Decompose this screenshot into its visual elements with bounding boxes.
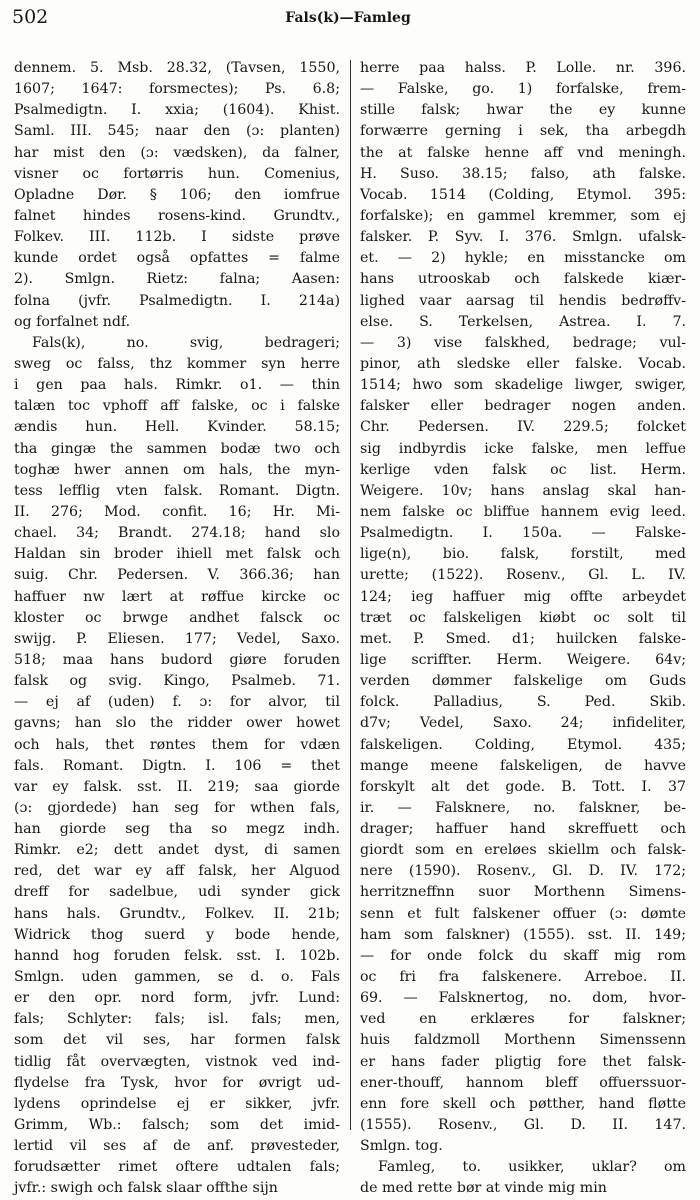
text-line: 518; maa hans budord giøre foruden <box>14 651 340 668</box>
text-line: flydelse fra Tysk, hvor for øvrigt ud- <box>14 1074 340 1091</box>
text-line: enn fore skell och pøtther, hand fløtte <box>360 1095 686 1112</box>
running-head: Fals(k)—Famleg <box>285 10 411 26</box>
text-line: Smlgn. tog. <box>360 1138 443 1155</box>
text-line: Opladne Dør. § 106; den iomfrue <box>14 186 340 203</box>
text-line: forwærre gerning i sek, tha arbegdh <box>360 123 686 140</box>
text-line: swijg. P. Eliesen. 177; Vedel, Saxo. <box>14 630 340 647</box>
text-line: træt oc falskeligen kiøbt oc solt til <box>360 609 686 626</box>
text-line: falsk og svig. Kingo, Psalmeb. 71. <box>14 673 340 690</box>
text-line: mange meene falskeligen, de havve <box>360 757 686 774</box>
text-line: tess lefflig vten falsk. Romant. Digtn. <box>14 482 340 499</box>
text-line: kloster oc brwge andhet falsck oc <box>14 609 340 626</box>
text-line: — ej af (uden) f. ɔ: for alvor, til <box>14 694 340 711</box>
text-line: huis faldzmoll Morthenn Simenssenn <box>360 1032 686 1049</box>
text-line: Smlgn. uden gammen, se d. o. Fals <box>14 969 340 986</box>
text-line: Famleg, to. usikker, uklar? om <box>378 1159 686 1176</box>
text-line: ved en erklæres for falskner; <box>360 1011 686 1028</box>
text-line: tidlig fåt overvægten, vistnok ved ind- <box>14 1053 340 1070</box>
text-line: Psalmedigtn. I. xxia; (1604). Khist. <box>14 102 340 119</box>
text-line: 124; ieg haffuer mig offte arbeydet <box>360 588 686 605</box>
text-line: 1607; 1647: forsmectes); Ps. 6.8; <box>14 81 340 98</box>
text-line: hannd hog foruden felsk. sst. I. 102b. <box>14 947 340 964</box>
text-line: H. Suso. 38.15; falso, ath falske. <box>360 165 686 182</box>
text-line: forskylt alt det gode. B. Tott. I. 37 <box>360 778 686 795</box>
text-line: Weigere. 10v; hans anslag skal han- <box>360 482 686 499</box>
page-number: 502 <box>12 6 49 28</box>
text-line: Psalmedigtn. I. 150a. — Falske- <box>360 525 686 542</box>
text-line: drager; haffuer hand skreffuett och <box>360 821 686 838</box>
text-line: stille falsk; hwar the ey kunne <box>360 102 686 119</box>
text-line: ændis hun. Hell. Kvinder. 58.15; <box>14 419 340 436</box>
text-line: och hals, thet røntes them for vdæn <box>14 736 340 753</box>
text-line: verden dømmer falskelige om Guds <box>360 673 686 690</box>
text-line: sig indbyrdis icke falske, men leffue <box>360 440 686 457</box>
text-line: har mist den (ɔ: vædsken), da falner, <box>14 144 340 161</box>
text-line: Haldan sin broder ihiell met falsk och <box>14 546 340 563</box>
text-line: — 3) vise falskhed, bedrage; vul- <box>360 334 686 351</box>
text-line: hans hals. Grundtv., Folkev. II. 21b; <box>14 905 340 922</box>
text-line: Fals(k), no. svig, bedrageri; <box>32 334 340 351</box>
text-line: lydens oprindelse ej er sikker, jvfr. <box>14 1095 340 1112</box>
text-line: chael. 34; Brandt. 274.18; hand slo <box>14 525 340 542</box>
text-line: (1555). Rosenv., Gl. D. II. 147. <box>360 1117 686 1134</box>
text-line: som det vil ses, har formen falsk <box>14 1032 340 1049</box>
text-line: nem falske oc bliffue hannem evig leed. <box>360 503 686 520</box>
text-line: red, det war ey aff falsk, her Alguod <box>14 863 340 880</box>
text-line: suig. Chr. Pedersen. V. 366.36; han <box>14 567 340 584</box>
text-line: i gen paa hals. Rimkr. o1. — thin <box>14 377 340 394</box>
text-line: II. 276; Mod. confit. 16; Hr. Mi- <box>14 503 340 520</box>
text-line: dennem. 5. Msb. 28.32, (Tavsen, 1550, <box>14 60 340 76</box>
text-line: dreff for sadelbue, udi synder gick <box>14 884 340 901</box>
text-line: pinor, ath sledske eller falske. Vocab. <box>360 355 686 372</box>
text-line: herritzneffnn suor Morthenn Simens- <box>360 884 686 901</box>
text-line: var ey falsk. sst. II. 219; saa giorde <box>14 778 340 795</box>
right-column <box>360 58 686 1197</box>
text-line: falsker eller bedrager nogen anden. <box>360 398 686 415</box>
text-line: Chr. Pedersen. IV. 229.5; folcket <box>360 419 686 436</box>
text-columns <box>14 58 686 1197</box>
text-line: fals; Schlyter: fals; isl. fals; men, <box>14 1011 340 1028</box>
text-line: giordt som en ereløes skiellm och falsk- <box>360 842 686 859</box>
text-line: jvfr.: swigh och falsk slaar offthe sijn <box>14 1180 278 1197</box>
text-line: tha gingæ the sammen bodæ two och <box>14 440 340 457</box>
text-line: ham som falskner) (1555). sst. II. 149; <box>360 926 686 943</box>
text-line: Vocab. 1514 (Colding, Etymol. 395: <box>360 186 686 203</box>
text-line: folck. Palladius, S. Ped. Skib. <box>360 694 686 711</box>
page-header <box>12 6 684 36</box>
text-line: et. — 2) hykle; en misstancke om <box>360 250 686 267</box>
text-line: kunde ordet også opfattes = falme <box>14 250 340 267</box>
text-line: lertid vil ses af de anf. prøvesteder, <box>14 1138 340 1155</box>
text-line: else. S. Terkelsen, Astrea. I. 7. <box>360 313 686 330</box>
text-line: lige(n), bio. falsk, forstilt, med <box>360 546 686 563</box>
text-line: visner oc fortørris hun. Comenius, <box>14 165 340 182</box>
text-line: falsker. P. Syv. I. 376. Smlgn. ufalsk- <box>360 229 686 246</box>
text-line: — Falske, go. 1) forfalske, frem- <box>360 81 686 98</box>
text-line: forudsætter rimet oftere udtalen fals; <box>14 1159 340 1176</box>
text-line: falnet hindes rosens-kind. Grundtv., <box>14 207 340 224</box>
text-line: er den opr. nord form, jvfr. Lund: <box>14 990 340 1007</box>
text-line: falskeligen. Colding, Etymol. 435; <box>360 736 686 753</box>
text-line: Grimm, Wb.: falsch; som det imid- <box>14 1117 340 1134</box>
text-line: urette; (1522). Rosenv., Gl. L. IV. <box>360 567 686 584</box>
text-line: senn et fult falskener offuer (ɔ: dømte <box>360 905 686 922</box>
text-line: folna (jvfr. Psalmedigtn. I. 214a) <box>14 292 340 309</box>
text-line: han giorde seg tha so megz indh. <box>14 821 340 838</box>
text-line: og forfalnet ndf. <box>14 313 131 330</box>
text-line: Folkev. III. 112b. I sidste prøve <box>14 229 340 246</box>
text-line: ir. — Falsknere, no. falskner, be- <box>360 799 686 816</box>
text-line: forfalske); en gammel kremmer, som ej <box>360 207 686 224</box>
text-line: 69. — Falsknertog, no. dom, hvor- <box>360 990 686 1007</box>
text-line: talæn toc vphoff aff falske, oc i falske <box>14 398 340 415</box>
text-line: 1514; hwo som skadelige liwger, swiger, <box>360 377 686 394</box>
text-line: toghæ hwer annen om hals, the myn- <box>14 461 340 478</box>
text-line: gavns; han slo the ridder ower howet <box>14 715 340 732</box>
text-line: d7v; Vedel, Saxo. 24; infideliter, <box>360 715 686 732</box>
left-column <box>14 58 340 1197</box>
text-line: er hans fader pligtig fore thet falsk- <box>360 1053 686 1070</box>
text-line: lighed vaar aarsag til hendis bedrøffv- <box>360 292 686 309</box>
text-line: — for onde folck du skaff mig rom <box>360 947 686 964</box>
text-line: Rimkr. e2; dett andet dyst, di samen <box>14 842 340 859</box>
text-line: Widrick thog suerd y bode hende, <box>14 926 340 943</box>
text-line: herre paa halss. P. Lolle. nr. 396. <box>360 60 686 76</box>
text-line: Saml. III. 545; naar den (ɔ: planten) <box>14 123 340 140</box>
text-line: oc fri fra falskenere. Arreboe. II. <box>360 969 686 986</box>
text-line: hans utrooskab och falskede kiær- <box>360 271 686 288</box>
column-divider <box>350 60 351 1130</box>
text-line: lige scriffter. Herm. Weigere. 64v; <box>360 651 686 668</box>
text-line: met. P. Smed. d1; huilcken falske- <box>360 630 686 647</box>
text-line: fals. Romant. Digtn. I. 106 = thet <box>14 757 340 774</box>
text-line: haffuer nw lært at røffue kircke oc <box>14 588 340 605</box>
text-line: (ɔ: gjordede) han seg for wthen fals, <box>14 799 340 816</box>
text-line: kerlige vden falsk oc list. Herm. <box>360 461 686 478</box>
text-line: the at falske henne aff vnd meningh. <box>360 144 686 161</box>
text-line: de med rette bør at vinde mig min <box>360 1180 607 1197</box>
text-line: 2). Smlgn. Rietz: falna; Aasen: <box>14 271 340 288</box>
text-line: nere (1590). Rosenv., Gl. D. IV. 172; <box>360 863 686 880</box>
text-line: ener-thouff, hannom bleff offuerssuor- <box>360 1074 686 1091</box>
text-line: sweg oc falss, thz kommer syn herre <box>14 355 340 372</box>
